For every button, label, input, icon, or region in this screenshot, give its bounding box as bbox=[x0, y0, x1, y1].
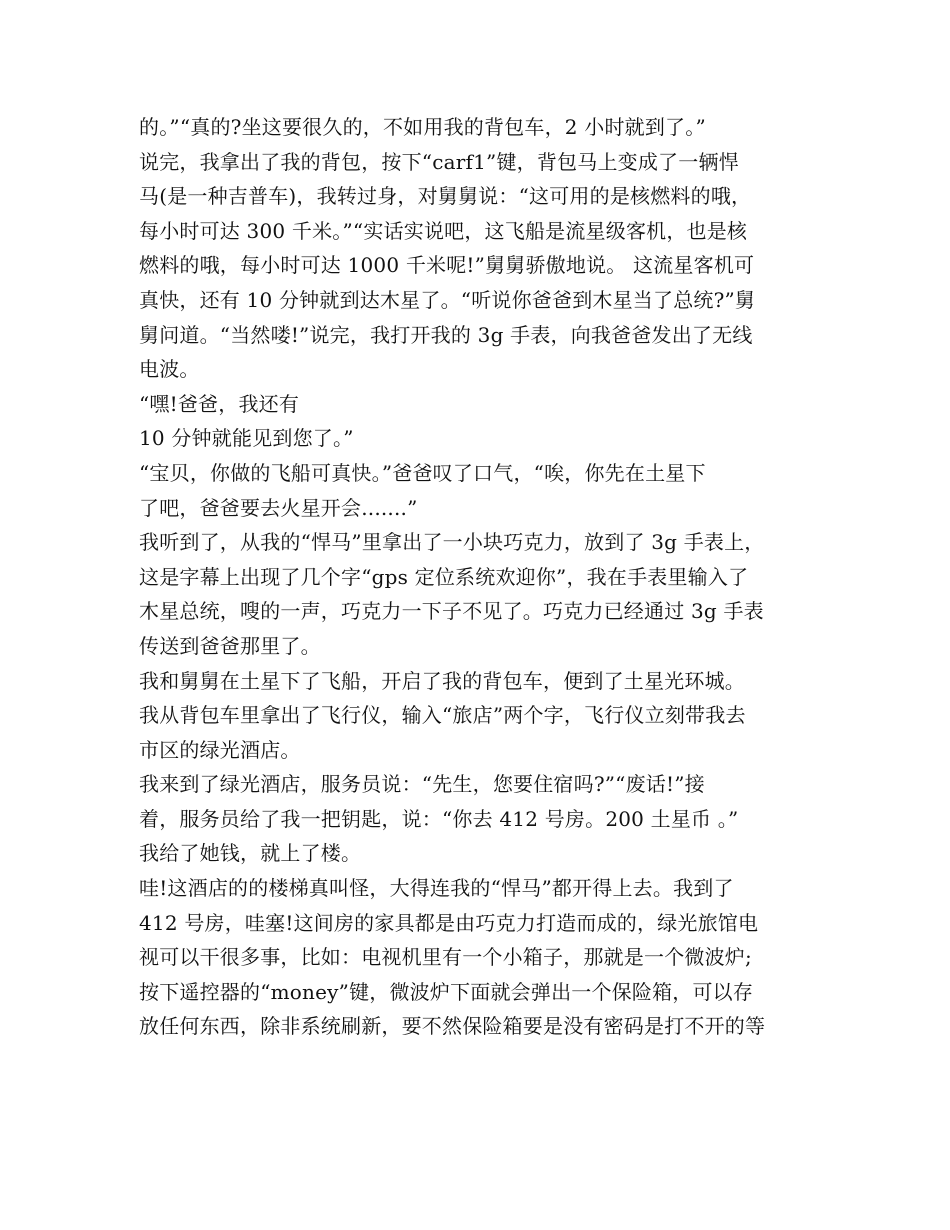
text-line: 这是字幕上出现了几个字“gps 定位系统欢迎你”，我在手表里输入了 bbox=[139, 564, 749, 589]
text-line: 说完，我拿出了我的背包，按下“carf1”键，背包马上变成了一辆悍 bbox=[139, 149, 739, 174]
text-line: 我和舅舅在土星下了飞船，开启了我的背包车，便到了土星光环城。 bbox=[139, 668, 745, 693]
text-line: 10 分钟就能见到您了。” bbox=[139, 426, 354, 451]
text-line: “嘿!爸爸，我还有 bbox=[139, 391, 300, 416]
text-line: 视可以干很多事，比如：电视机里有一个小箱子，那就是一个微波炉; bbox=[139, 945, 752, 970]
story-text bbox=[139, 110, 829, 1044]
text-line: 我来到了绿光酒店，服务员说：“先生，您要住宿吗?”“废话!”接 bbox=[139, 772, 705, 797]
text-line: 电波。 bbox=[139, 357, 200, 382]
text-line: 市区的绿光酒店。 bbox=[139, 737, 301, 762]
text-line: 真快，还有 10 分钟就到达木星了。“听说你爸爸到木星当了总统?”舅 bbox=[139, 287, 756, 312]
text-line: 的。”“真的?坐这要很久的，不如用我的背包车，2 小时就到了。” bbox=[139, 115, 706, 139]
text-line: 我听到了，从我的“悍马”里拿出了一小块巧克力，放到了 3g 手表上， bbox=[139, 530, 765, 555]
text-line: “宝贝，你做的飞船可真快。”爸爸叹了口气，“唉，你先在土星下 bbox=[139, 460, 706, 485]
text-line: 哇!这酒店的的楼梯真叫怪，大得连我的“悍马”都开得上去。我到了 bbox=[139, 876, 734, 901]
text-line: 传送到爸爸那里了。 bbox=[139, 633, 321, 658]
text-line: 每小时可达 300 千米。”“实话实说吧，这飞船是流星级客机，也是核 bbox=[139, 218, 748, 243]
text-line: 了吧，爸爸要去火星开会.......” bbox=[139, 495, 418, 520]
text-line: 燃料的哦，每小时可达 1000 千米呢!”舅舅骄傲地说。 这流星客机可 bbox=[139, 253, 755, 278]
text-line: 木星总统，嗖的一声，巧克力一下子不见了。巧克力已经通过 3g 手表 bbox=[139, 599, 764, 624]
text-line: 舅问道。“当然喽!”说完，我打开我的 3g 手表，向我爸爸发出了无线 bbox=[139, 322, 753, 347]
text-line: 按下遥控器的“money”键，微波炉下面就会弹出一个保险箱，可以存 bbox=[139, 979, 754, 1004]
text-line: 我给了她钱，就上了楼。 bbox=[139, 841, 362, 866]
text-line: 412 号房，哇塞!这间房的家具都是由巧克力打造而成的，绿光旅馆电 bbox=[139, 910, 759, 935]
text-line: 马(是一种吉普车)，我转过身，对舅舅说：“这可用的是核燃料的哦， bbox=[139, 184, 752, 209]
text-line: 我从背包车里拿出了飞行仪，输入“旅店”两个字，飞行仪立刻带我去 bbox=[139, 703, 746, 728]
text-line: 着，服务员给了我一把钥匙，说：“你去 412 号房。200 土星币 。” bbox=[139, 806, 739, 831]
text-line: 放任何东西，除非系统刷新，要不然保险箱要是没有密码是打不开的等 bbox=[139, 1014, 766, 1039]
